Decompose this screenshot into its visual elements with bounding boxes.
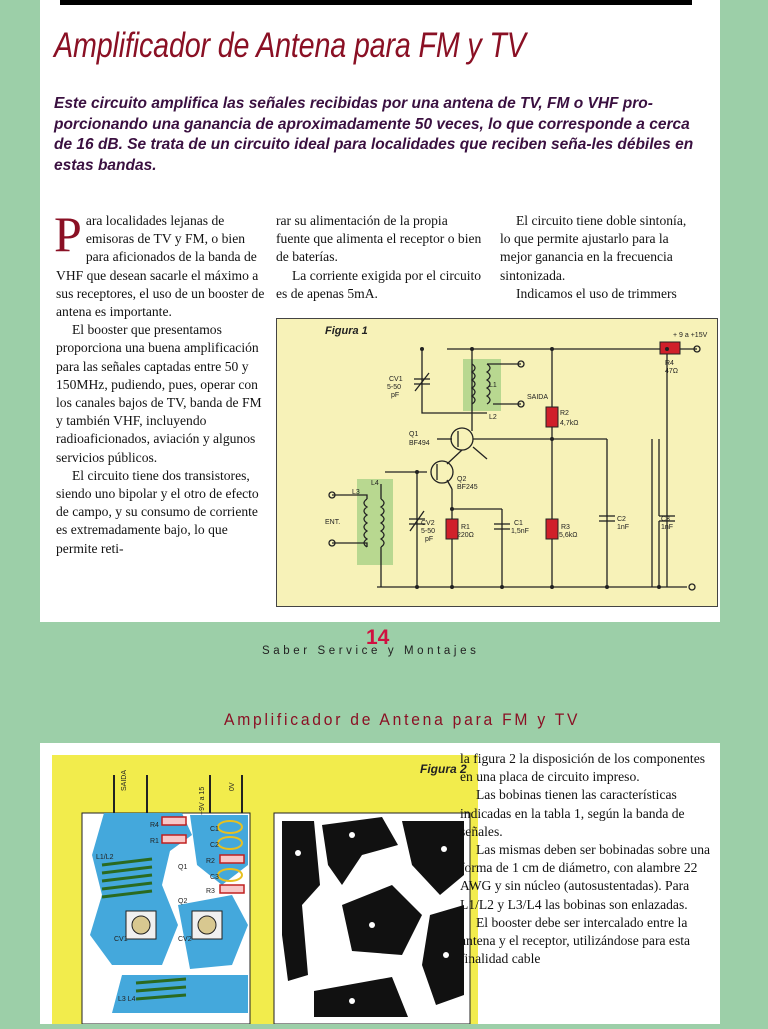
cv2-value: 5-50 [421,528,436,535]
article-page-top [40,0,720,622]
col3-paragraph-1: El circuito tiene doble sintonía, lo que permite ajustarlo para la mejor ganancia en la frecuencia sintonizada. [500,213,687,283]
cv1-label: CV1 [389,376,403,383]
r2-value: 4,7kΩ [560,420,579,427]
pcb-r3-label: R3 [206,888,215,895]
pcb-saida-label: SAIDA [121,769,128,791]
top-rule [60,0,692,5]
magazine-name: Saber Service y Montajes [262,645,480,657]
l3-label: L3 [352,489,360,496]
col1-paragraph-3: El circuito tiene dos transistores, siendo uno bipolar y el otro de efecto de campo, y su consumo de corriente es extremadamente bajo, lo que permite reti- [56,467,259,556]
r2-component [220,855,244,863]
col2-paragraph-2: La corriente exigida por el circuito es de apenas 5mA. [276,267,482,301]
pcb-cv2-label: CV2 [178,936,192,943]
text-column-page2 [460,750,712,968]
c1-label: C1 [514,520,523,527]
pcb-c3-label: C3 [210,874,219,881]
r3-component [220,885,244,893]
c2-label: C2 [617,516,626,523]
c2-value: 1nF [617,524,630,531]
r1-value: 220Ω [457,532,474,539]
cv1-value: 5-50 [387,384,402,391]
page-number: 14 [366,626,390,649]
pcb-l12-label: L1/L2 [96,854,114,861]
figure-1-label: Figura 1 [325,325,368,337]
drop-cap: P [54,206,82,262]
r3-label: R3 [561,524,570,531]
c3-label: C3 [661,516,670,523]
pcb-ground-label: 0V [229,782,236,791]
text-column-3 [500,212,700,303]
pcb-supply-label: +9V a 15 [199,786,206,815]
running-header: Amplificador de Antena para FM y TV [224,710,581,729]
col1-paragraph-2: El booster que presentamos proporciona una buena amplificación para las señales captadas entre 50 y 150MHz, pudiendo, pues, operar con los canales bajos de TV, banda de FM y también VHF, incluyendo radioaficionados, aviación y algunos servicios públicos. [56,322,262,465]
article-lead: Este circuito amplifica las señales recibidas por una antena de TV, FM o VHF pro-porcionando una ganancia de aproximadamente 50 veces, lo que corresponde a cerca de 16 dB. Se trata de un circuito ideal para localidades que reciben seña-les débiles en estas bandas. [54,95,694,174]
r3-value: 5,6kΩ [559,532,578,539]
figure-2-pcb [52,755,478,1024]
c1-value: 1,5nF [511,528,529,535]
page2-paragraph-3: Las mismas deben ser bobinadas sobre una forma de 1 cm de diámetro, con alambre 22 AWG y sin núcleo (autosustentadas). Para L1/L2 y L3/L4 las bobinas son enlazadas. [460,842,711,912]
text-column-2 [276,212,482,303]
saida-label: SAIDA [527,394,549,401]
pcb-c2-label: C2 [210,842,219,849]
pcb-r4-label: R4 [150,822,159,829]
ent-label: ENT. [325,519,341,526]
page2-paragraph-2: Las bobinas tienen las características indicadas en la tabla 1, según la banda de señales. [460,787,685,839]
col3-paragraph-2: Indicamos el uso de trimmers [516,285,677,301]
q2-value: BF245 [457,484,478,491]
r4-component [162,817,186,825]
l4-label: L4 [371,480,379,487]
r1-component [162,835,186,843]
article-title: Amplificador de Antena para FM y TV [54,26,526,65]
figure-2-label: Figura 2 [420,762,467,776]
col1-paragraph-1: ara localidades lejanas de emisoras de TV y FM, o bien para aficionados de la banda de VHF que desean sacarle el máximo a sus receptores, el uso de un booster de antena es importante. [56,213,265,320]
l2-label: L2 [489,414,497,421]
pcb-r2-label: R2 [206,858,215,865]
r2-resistor [546,407,558,427]
cv2-label: CV2 [421,520,435,527]
q1-label: Q1 [409,431,419,438]
pcb-c1-label: C1 [210,826,219,833]
l3-l4-highlight [357,479,393,565]
c3-value: 1nF [661,524,674,531]
r3-resistor [546,519,558,539]
l1-label: L1 [489,382,497,389]
page2-paragraph-4: El booster debe ser intercalado entre la antena y el receptor, utilizándose para esta finalidad cable [460,914,691,967]
pcb-q1-label: Q1 [178,864,188,871]
pcb-r1-label: R1 [150,838,159,845]
r4-value: 47Ω [665,368,679,375]
col2-paragraph-1: rar su alimentación de la propia fuente que alimenta el receptor o bien de baterías. [276,213,482,265]
pcb-q2-label: Q2 [178,898,188,905]
r4-label: R4 [665,360,674,367]
cv2-unit: pF [425,536,434,543]
text-column-1 [54,206,268,558]
q1-value: BF494 [409,440,430,447]
r4-resistor [660,342,680,354]
q2-label: Q2 [457,476,467,483]
figure-1-schematic [276,318,718,607]
r2-label: R2 [560,410,569,417]
supply-label: + 9 a +15V [673,332,708,339]
page2-paragraph-1: la figura 2 la disposición de los componentes en una placa de circuito impreso. [460,751,706,785]
cv1-unit: pF [391,392,400,399]
pcb-l34-label: L3 L4 [118,996,136,1003]
r1-label: R1 [461,524,470,531]
pcb-cv1-label: CV1 [114,936,128,943]
